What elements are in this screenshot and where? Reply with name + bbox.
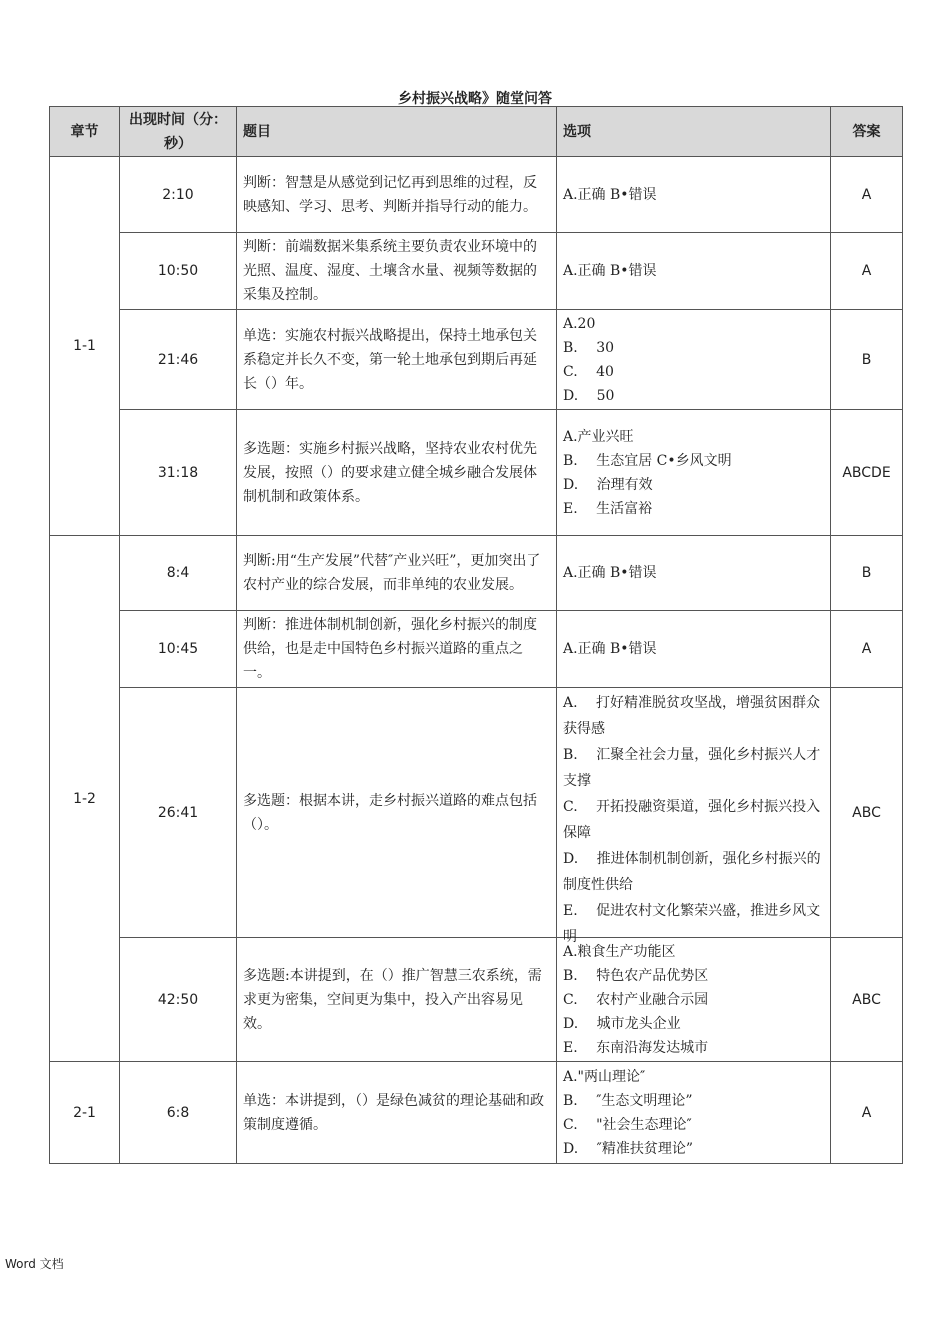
answer-cell: B	[831, 310, 903, 410]
table-row	[50, 938, 903, 1062]
option-item: A.20	[563, 315, 596, 332]
table-row	[50, 410, 903, 536]
option-item: A.粮食生产功能区	[563, 943, 676, 960]
options-cell	[557, 233, 831, 310]
time-cell: 10:45	[120, 611, 237, 688]
time-cell: 21:46	[120, 310, 237, 410]
document-title: 乡村振兴战略》随堂问答	[398, 91, 552, 107]
options-cell	[557, 410, 831, 536]
header-question: 题目	[237, 107, 557, 157]
time-cell: 26:41	[120, 688, 237, 938]
answer-cell: B	[831, 536, 903, 611]
table-header-row	[50, 107, 903, 157]
option-item: A.正确 B•错误	[563, 565, 657, 581]
option-item: C. 开拓投融资渠道，强化乡村振兴投入保障	[563, 798, 821, 841]
options-cell	[557, 310, 831, 410]
option-item: A.正确 B•错误	[563, 186, 657, 203]
header-options: 选项	[557, 107, 831, 157]
answer-cell: ABCDE	[831, 410, 903, 536]
answer-cell: A	[831, 1062, 903, 1164]
answer-cell: A	[831, 157, 903, 233]
table-row	[50, 310, 903, 410]
chapter-cell: 1-2	[50, 536, 120, 1062]
time-cell: 31:18	[120, 410, 237, 536]
option-item: D. 城市龙头企业	[563, 1015, 681, 1032]
table-row	[50, 688, 903, 938]
answer-cell: ABC	[831, 938, 903, 1062]
option-item: C. 农村产业融合示园	[563, 991, 709, 1008]
time-cell: 8:4	[120, 536, 237, 611]
options-cell	[557, 536, 831, 611]
header-chapter: 章节	[50, 107, 120, 157]
question-cell: 判断：前端数据米集系统主要负责农业环境中的光照、温度、湿度、土壤含水量、视频等数据的采集及控制。	[237, 233, 557, 310]
options-cell	[557, 611, 831, 688]
options-cell	[557, 938, 831, 1062]
option-item: D. 50	[563, 387, 615, 404]
option-item: D. 推进体制机制创新，强化乡村振兴的制度性供给	[563, 850, 821, 893]
options-cell	[557, 1062, 831, 1164]
options-cell	[557, 688, 831, 945]
question-cell: 单选：实施农村振兴战略提出，保持土地承包关系稳定并长久不变，第一轮土地承包到期后再延长（）年。	[237, 310, 557, 410]
option-item: B. 汇聚全社会力量，强化乡村振兴人才支撑	[563, 746, 821, 789]
option-item: D. ″精准扶贫理论”	[563, 1140, 694, 1157]
option-item: B. 30	[563, 339, 615, 356]
answer-cell: A	[831, 233, 903, 310]
question-cell: 单选：本讲提到，（）是绿色减贫的理论基础和政策制度遵循。	[237, 1062, 557, 1164]
option-item: A. 打好精准脱贫攻坚战，增强贫困群众获得感	[563, 694, 821, 737]
question-cell: 判断：推进体制机制创新，强化乡村振兴的制度供给，也是走中国特色乡村振兴道路的重点之一。	[237, 611, 557, 688]
time-cell: 6:8	[120, 1062, 237, 1164]
option-item: A.产业兴旺	[563, 428, 634, 445]
option-item: C. 40	[563, 363, 614, 380]
question-cell: 多选题：根据本讲，走乡村振兴道路的难点包括（）。	[237, 688, 557, 938]
footer-label: Word 文档	[5, 1257, 64, 1271]
header-answer: 答案	[831, 107, 903, 157]
option-item: E. 促进农村文化繁荣兴盛，推进乡风文明	[563, 902, 821, 945]
option-item: D. 治理有效	[563, 476, 653, 493]
question-cell: 多选题:本讲提到，在（）推广智慧三农系统，需求更为密集，空间更为集中，投入产出容易见效。	[237, 938, 557, 1062]
table-row	[50, 157, 903, 233]
question-cell: 判断：智慧是从感觉到记忆再到思维的过程，反映感知、学习、思考、判断并指导行动的能力。	[237, 157, 557, 233]
qa-table	[49, 106, 903, 1164]
option-item: B. 生态宜居 C•乡风文明	[563, 452, 732, 469]
answer-cell: A	[831, 611, 903, 688]
option-item: E. 东南沿海发达城市	[563, 1039, 709, 1056]
chapter-cell: 1-1	[50, 157, 120, 536]
header-time: 出现时间（分：秒）	[120, 107, 237, 157]
table-row	[50, 611, 903, 688]
option-item: A.正确 B•错误	[563, 263, 657, 279]
option-item: B. ″生态文明理论”	[563, 1092, 693, 1109]
time-cell: 2:10	[120, 157, 237, 233]
time-cell: 42:50	[120, 938, 237, 1062]
option-item: A."两山理论″	[563, 1068, 646, 1085]
chapter-cell: 2-1	[50, 1062, 120, 1164]
option-item: E. 生活富裕	[563, 500, 653, 517]
option-item: C. "社会生态理论″	[563, 1116, 692, 1133]
question-cell: 多选题：实施乡村振兴战略，坚持农业农村优先发展，按照（）的要求建立健全城乡融合发展体制机制和政策体系。	[237, 410, 557, 536]
options-cell	[557, 157, 831, 233]
table-row	[50, 536, 903, 611]
time-cell: 10:50	[120, 233, 237, 310]
option-item: B. 特色农产品优势区	[563, 967, 709, 984]
option-item: A.正确 B•错误	[563, 641, 657, 657]
question-cell: 判断:用“生产发展”代替″产业兴旺”，更加突出了农村产业的综合发展，而非单纯的农业发展。	[237, 536, 557, 611]
table-row	[50, 1062, 903, 1164]
table-row	[50, 233, 903, 310]
answer-cell: ABC	[831, 688, 903, 938]
